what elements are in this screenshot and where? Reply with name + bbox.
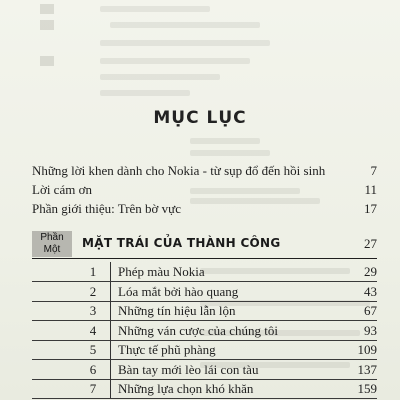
chapter-number: 6 [89,361,97,377]
chapter-row [32,282,377,302]
part-badge [32,231,72,257]
chapter-title: Những lựa chọn khó khăn [118,381,254,396]
toc-entry-label: Phần giới thiệu: Trên bờ vực [32,201,181,216]
toc-entry-page: 17 [364,201,377,216]
chapter-divider [110,262,111,281]
chapter-page: 43 [364,283,377,299]
chapter-number: 4 [89,322,97,338]
chapter-row [32,321,377,341]
chapter-divider [110,301,111,320]
part-header [32,230,377,259]
chapter-title: Lóa mắt bởi hào quang [118,283,239,299]
page-title: MỤC LỤC [153,108,247,128]
chapter-page: 67 [364,303,377,318]
toc-entry [32,200,377,218]
chapter-divider [110,321,111,340]
chapter-page: 93 [364,322,377,338]
chapter-row [32,379,377,399]
chapter-page: 159 [357,381,377,396]
chapter-number: 2 [89,283,97,299]
chapter-row [32,262,377,282]
toc-entry-page: 11 [364,182,377,197]
part-title: MẶT TRÁI CỦA THÀNH CÔNG [82,236,281,250]
chapter-number: 3 [89,303,97,318]
chapter-divider [110,379,111,398]
chapter-title: Những ván cược của chúng tôi [118,322,278,338]
chapter-title: Bàn tay mới lèo lái con tàu [118,361,259,377]
chapter-row [32,360,377,380]
part-page: 27 [364,236,377,251]
chapter-row [32,301,377,321]
chapter-number: 1 [89,264,97,279]
chapter-divider [110,340,111,359]
toc-entry-label: Những lời khen dành cho Nokia - từ sụp đổ đến hồi sinh [32,163,326,178]
chapter-row [32,340,377,360]
toc-entry [32,162,377,180]
toc-entry [32,181,377,199]
chapter-page: 29 [364,264,377,279]
part-badge-line2: Một [43,244,61,255]
chapter-number: 5 [89,342,97,357]
part-badge-line1: Phần [40,232,64,243]
chapter-page: 137 [357,361,377,377]
chapter-number: 7 [89,381,97,396]
chapter-title: Phép màu Nokia [118,264,205,279]
chapter-title: Thực tế phũ phàng [118,342,216,357]
chapter-page: 109 [357,342,377,357]
toc-entry-page: 7 [370,163,377,178]
chapter-divider [110,282,111,301]
chapter-divider [110,360,111,379]
toc-entry-label: Lời cám ơn [32,182,92,197]
chapter-title: Những tín hiệu lẫn lộn [118,303,236,318]
